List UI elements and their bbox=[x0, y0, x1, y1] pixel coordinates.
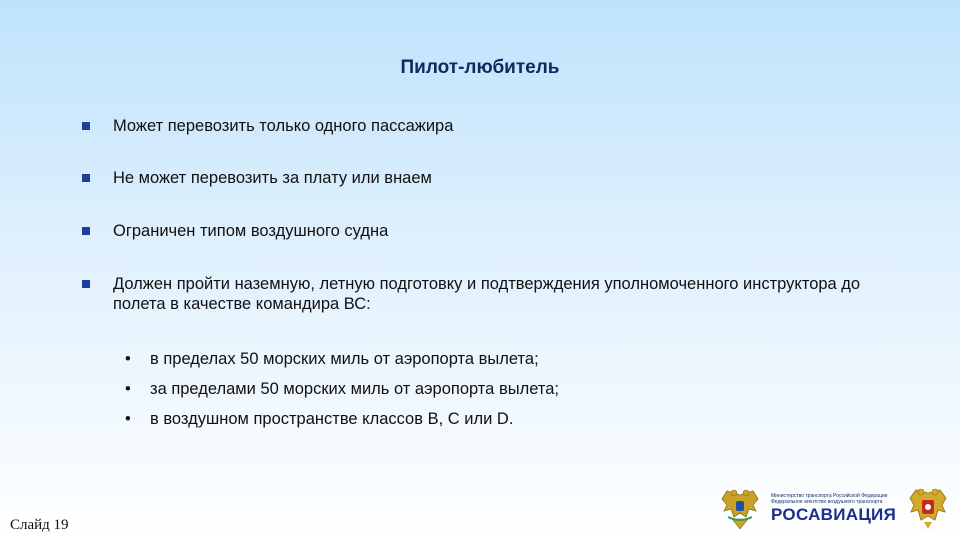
slide-number: Слайд 19 bbox=[10, 517, 69, 533]
bullet-text: Не может перевозить за плату или внаем bbox=[113, 169, 432, 187]
sub-list-item bbox=[125, 349, 559, 379]
bullet-text: Может перевозить только одного пассажира bbox=[113, 117, 454, 135]
ministry-line: Министерство транспорта Российской Федерации bbox=[771, 493, 888, 499]
sub-bullet-text: в пределах 50 морских миль от аэропорта вылета; bbox=[150, 350, 539, 368]
square-bullet-icon bbox=[82, 174, 90, 182]
list-item bbox=[82, 274, 862, 314]
rosaviatsia-logo bbox=[719, 487, 951, 533]
round-bullet-icon: • bbox=[125, 410, 131, 428]
brand-name: РОСАВИАЦИЯ bbox=[771, 505, 897, 524]
agency-line: Федеральное агентство воздушного транспорта bbox=[771, 499, 883, 505]
square-bullet-icon bbox=[82, 227, 90, 235]
bullet-text: Должен пройти наземную, летную подготовку и подтверждения уполномоченного инструктора до полета в качестве командира ВС: bbox=[113, 275, 861, 313]
list-item bbox=[82, 116, 453, 136]
round-bullet-icon: • bbox=[125, 350, 131, 368]
coat-of-arms-icon bbox=[907, 487, 949, 531]
sub-list-item bbox=[125, 409, 559, 439]
bullet-text: Ограничен типом воздушного судна bbox=[113, 222, 389, 240]
eagle-emblem-icon bbox=[719, 487, 761, 531]
sub-bullet-list bbox=[125, 349, 559, 439]
sub-bullet-text: в воздушном пространстве классов В, С или D. bbox=[150, 410, 514, 428]
sub-bullet-text: за пределами 50 морских миль от аэропорта вылета; bbox=[150, 380, 559, 398]
square-bullet-icon bbox=[82, 280, 90, 288]
round-bullet-icon: • bbox=[125, 380, 131, 398]
slide-title: Пилот-любитель bbox=[400, 57, 560, 78]
list-item bbox=[82, 221, 388, 241]
list-item bbox=[82, 168, 432, 188]
square-bullet-icon bbox=[82, 122, 90, 130]
sub-list-item bbox=[125, 379, 559, 409]
